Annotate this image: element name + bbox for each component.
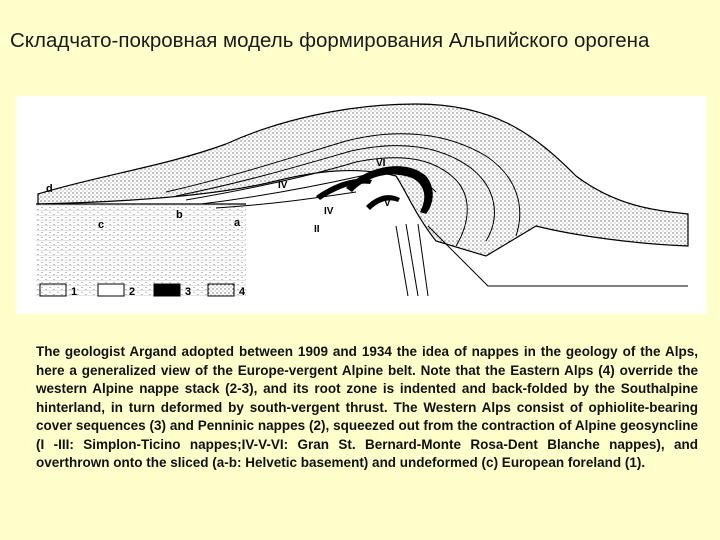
legend-swatch-2: [98, 284, 124, 296]
label-c: c: [98, 219, 105, 231]
european-foreland: [36, 204, 246, 296]
label-b: b: [176, 209, 183, 221]
legend-label-1: 1: [71, 286, 78, 298]
nappe-cross-section: [16, 96, 706, 314]
legend-label-2: 2: [129, 286, 136, 298]
slide-title: Складчато-покровная модель формирования Альпийского орогена: [10, 29, 650, 52]
legend-label-4: 4: [239, 286, 246, 298]
legend-label-3: 3: [185, 286, 192, 298]
label-iv-upper: IV: [278, 180, 288, 191]
label-vi: VI: [376, 158, 386, 169]
cross-section-figure: [16, 96, 706, 314]
legend-swatch-3: [154, 284, 180, 296]
label-v: V: [384, 198, 391, 209]
label-ii: II: [314, 224, 320, 235]
caption-text: The geologist Argand adopted between 1909 and 1934 the idea of nappes in the geology of the Alps, here a generalized view of the Europe-vergent Alpine belt. Note that the Eastern Alps (4) override the western Alpine nappe stack (2-3), and its root zone is indented and back-folded by the Southalpine hinterland, in turn deformed by south-vergent thrust. The Western Alps consist of ophiolite-bearing cover sequences (3) and Penninic nappes (2), squeezed out from the contraction of Alpine geosyncline (I -III: Simplon-Ticino nappes;IV-V-VI: Gran St. Bernard-Monte Rosa-Dent Blanche nappes), and overthrown onto the sliced (a-b: Helvetic basement) and undeformed (c) European foreland (1).: [36, 344, 698, 470]
label-a: a: [234, 217, 241, 229]
label-iv-lower: IV: [324, 206, 334, 217]
legend-swatch-4: [208, 284, 234, 296]
legend-swatch-1: [40, 284, 66, 296]
label-d: d: [46, 183, 53, 195]
